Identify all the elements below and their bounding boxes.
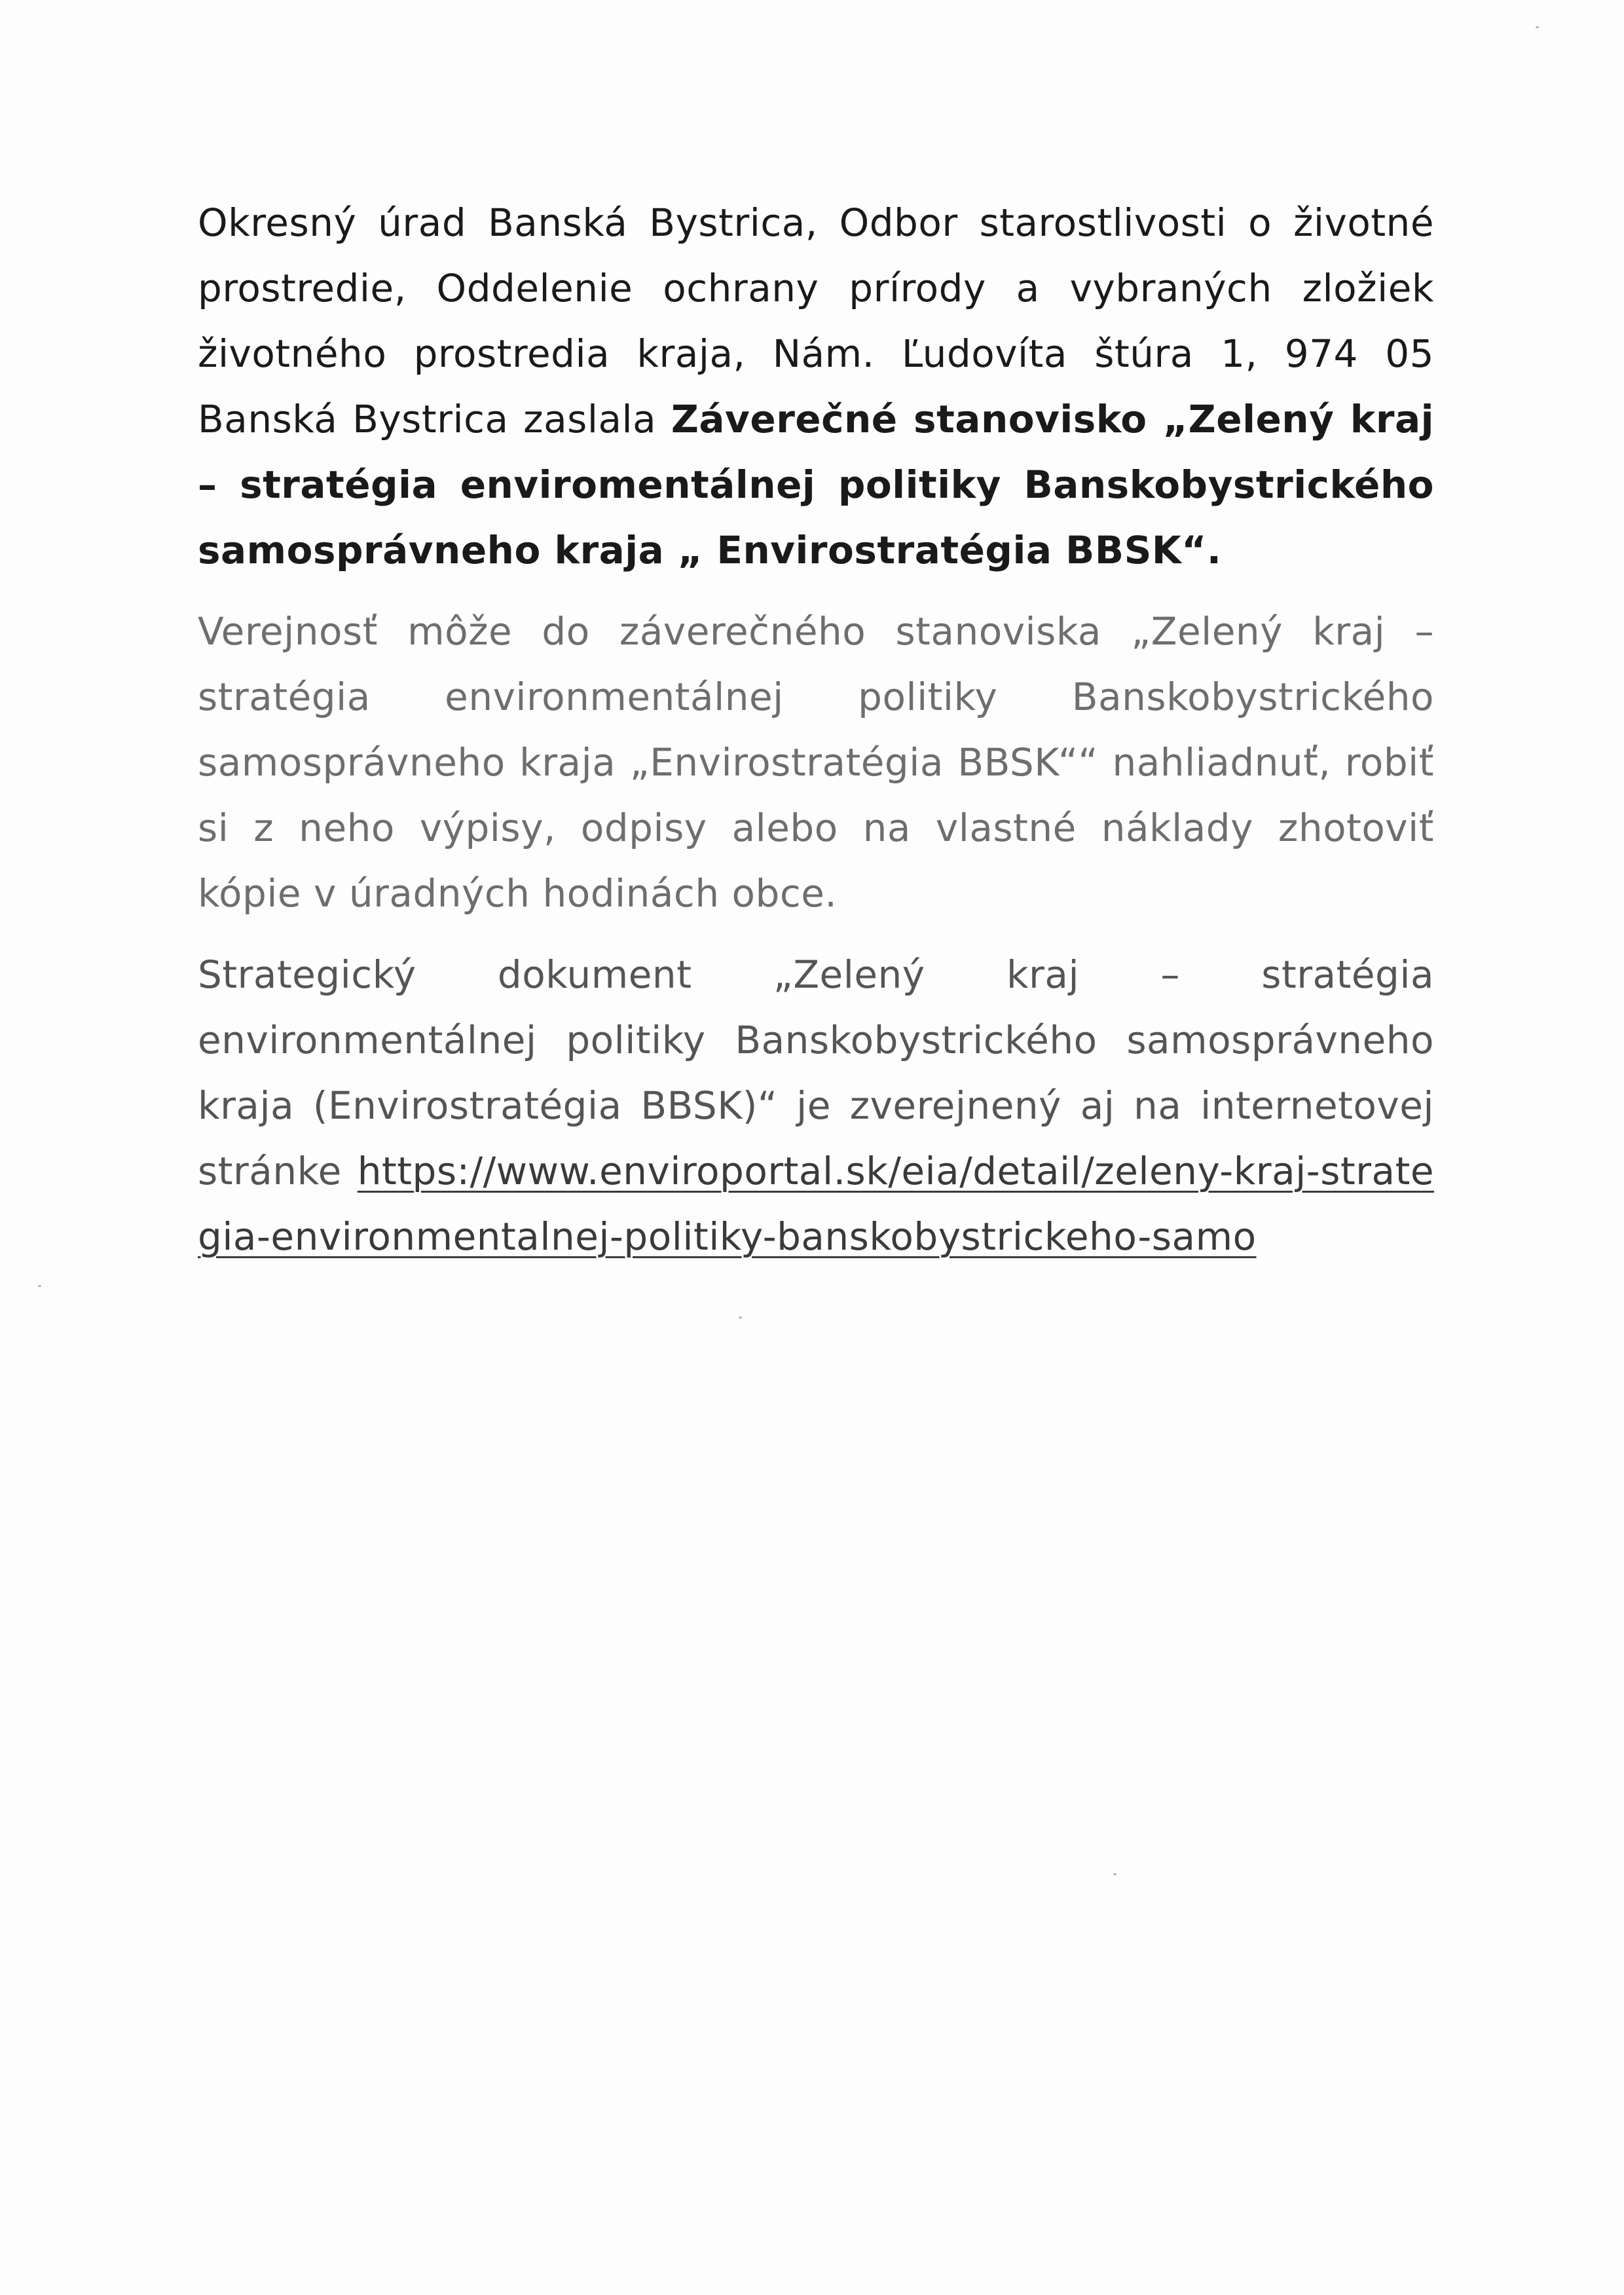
scan-speck — [739, 1316, 742, 1318]
scan-speck — [1536, 26, 1539, 28]
web-publication-text: Strategický dokument „Zelený kraj – stratégia environmentálnej politiky Banskobystrického samosprávneho kraja (Envirostratégia BBSK)“ je zverejnený aj na internetovej stránke — [198, 952, 1434, 1193]
enviroportal-link[interactable]: https://www.enviroportal.sk/eia/detail/zeleny-kraj-strategia-environmentalnej-politiky-banskobystrickeho-samo — [198, 1149, 1434, 1259]
public-access-text: Verejnosť môže do záverečného stanoviska „Zelený kraj – stratégia environmentálnej politiky Banskobystrického samosprávneho kraja „Envirostratégia BBSK““ nahliadnuť, robiť si z neho výpisy, odpisy alebo na vlastné náklady zhotoviť kópie v úradných hodinách obce. — [198, 609, 1434, 916]
announcement-bold-title: Záverečné stanovisko „Zelený kraj – stratégia enviromentálnej politiky Banskobystrického samosprávneho kraja „ Envirostratégia BBSK“. — [198, 397, 1434, 572]
scan-speck — [38, 1285, 41, 1287]
announcement-text: Okresný úrad Banská Bystrica, Odbor starostlivosti o životné prostredie, Oddelenie ochrany prírody a vybraných zložiek životného prostredia kraja, Nám. Ľudovíta štúra 1, 974 05 Banská Bystrica zaslala — [198, 200, 1434, 441]
paragraph-announcement — [198, 190, 1434, 583]
document-body — [198, 190, 1434, 1269]
paragraph-web-publication — [198, 942, 1434, 1269]
scan-speck — [1113, 1873, 1116, 1875]
paragraph-public-access — [198, 599, 1434, 926]
